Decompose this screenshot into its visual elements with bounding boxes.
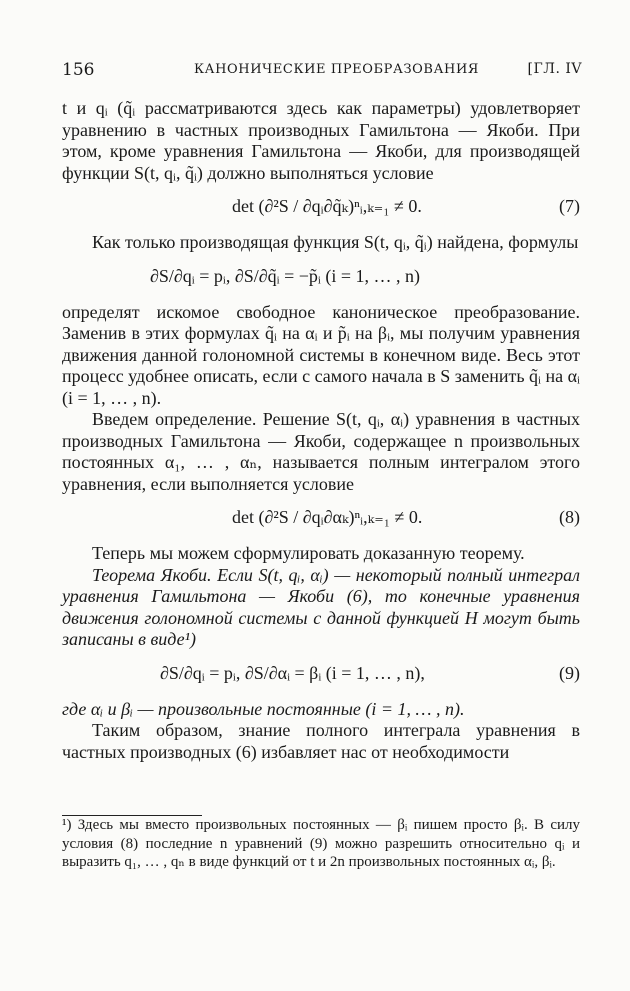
paragraph: Введем определение. Решение S(t, qᵢ, αᵢ) уравнения в частных производных Гамильтона — Якоби, содержащее n произвольных постоянных α₁, … , αₙ, называется полным интегралом этого уравнения, если выполняется условие xyxy=(62,409,580,494)
equation-8 xyxy=(62,495,580,543)
footnote: ¹) Здесь мы вместо произвольных постоянных — βᵢ пишем просто βᵢ. В силу условия (8) последние n уравнений (9) можно разрешить относительно qᵢ и выразить q₁, … , qₙ в виде функций от t и 2n произвольных постоянных αᵢ, βᵢ. xyxy=(62,817,580,870)
running-header xyxy=(62,60,582,84)
equation-formula: det (∂²S / ∂qᵢ∂q̃ₖ)ⁿᵢ,ₖ₌₁ ≠ 0. xyxy=(232,196,422,216)
paragraph: где αᵢ и βᵢ — произвольные постоянные (i = 1, … , n). xyxy=(62,698,465,719)
equation-formula: det (∂²S / ∂qᵢ∂αₖ)ⁿᵢ,ₖ₌₁ ≠ 0. xyxy=(232,507,423,527)
equation-number: (8) xyxy=(559,507,580,527)
theorem-paragraph: Теорема Якоби. Если S(t, qᵢ, αᵢ) — некоторый полный интеграл уравнения Гамильтона — Якоби (6), то конечные уравнения движения голономной системы с данной функцией H могут быть записаны в виде¹) xyxy=(62,564,580,649)
equation-formulas xyxy=(62,254,580,302)
equation-number: (7) xyxy=(559,196,580,216)
equation-9 xyxy=(62,651,580,699)
paragraph: Теперь мы можем сформулировать доказанную теорему. xyxy=(92,543,525,563)
paragraph: Таким образом, знание полного интеграла уравнения в частных производных (6) избавляет нас от необходимости xyxy=(62,720,580,762)
paragraph: Как только производящая функция S(t, qᵢ, q̃ᵢ) найдена, формулы xyxy=(92,232,579,252)
equation-number: (9) xyxy=(559,662,580,683)
equation-formula: ∂S/∂qᵢ = pᵢ, ∂S/∂αᵢ = βᵢ (i = 1, … , n), xyxy=(160,662,425,683)
equation-7 xyxy=(62,184,580,232)
paragraph: t и qᵢ (q̃ᵢ рассматриваются здесь как параметры) удовлетворяет уравнению в частных производных Гамильтона — Якоби. При этом, кроме уравнения Гамильтона — Якоби, для производящей функции S(t, qᵢ, q̃ᵢ) должно выполняться условие xyxy=(62,98,580,183)
chapter-label: [ГЛ. IV xyxy=(527,61,582,77)
paragraph: определят искомое свободное каноническое преобразование. Заменив в этих формулах q̃ᵢ на αᵢ и p̃ᵢ на βᵢ, мы получим уравнения движения данной голономной системы в конечном виде. Весь этот процесс удобнее описать, если с самого начала в S заменить q̃ᵢ на αᵢ (i = 1, … , n). xyxy=(62,301,580,408)
equation-formula: ∂S/∂qᵢ = pᵢ, ∂S/∂q̃ᵢ = −p̃ᵢ (i = 1, … , n) xyxy=(150,265,420,286)
page-number: 156 xyxy=(62,60,95,80)
main-text xyxy=(62,98,580,872)
running-title: КАНОНИЧЕСКИЕ ПРЕОБРАЗОВАНИЯ xyxy=(194,62,479,77)
